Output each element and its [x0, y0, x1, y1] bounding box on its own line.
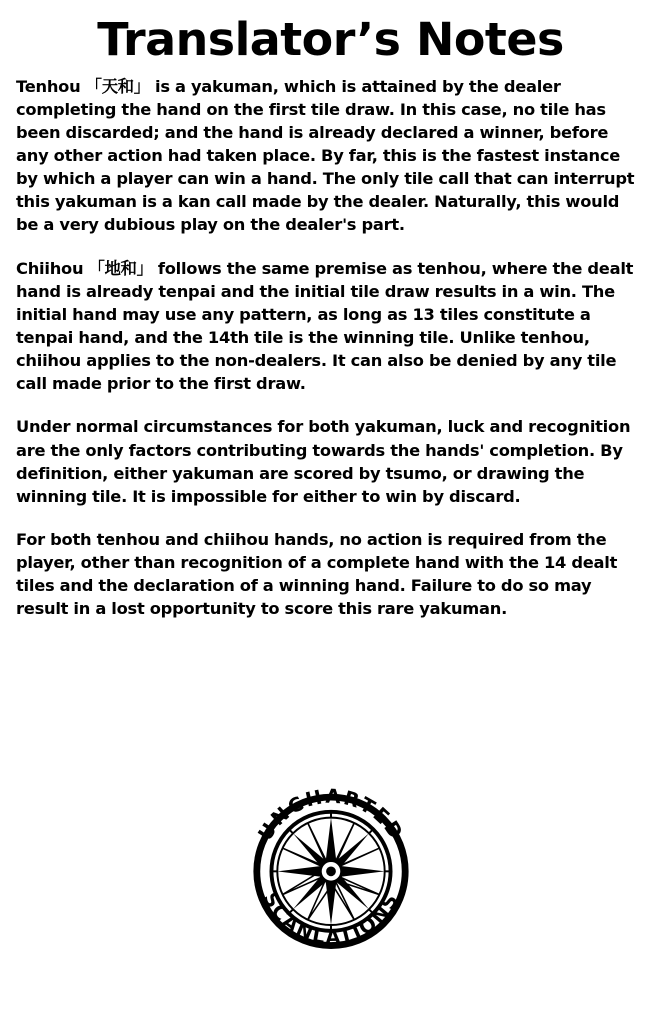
paragraph-chiihou: Chiihou 「地和」 follows the same premise as tenhou, where the dealt hand is already tenpai and the initial tile draw results in a win. The initial hand may use any pattern, as long as 13 tiles constitute a tenpai hand, and the 14th tile is the winning tile. Unlike tenhou, chiihou applies to the non-dealers. It can also be denied by any tile call made prior to the first draw. — [16, 258, 634, 394]
paragraph-yakuman-conditions: Under normal circumstances for both yakuman, luck and recognition are the only factors contributing towards the hands' completion. By definition, either yakuman are scored by tsumo, or drawing the winning tile. It is impossible for either to win by discard. — [16, 417, 631, 506]
notes-body — [14, 75, 647, 621]
page-title: Translator’s Notes — [97, 13, 564, 66]
logo-bottom-text: SCANLATIONS — [257, 888, 404, 949]
scanlation-logo — [0, 762, 661, 967]
paragraph-tenhou: Tenhou 「天和」 is a yakuman, which is attained by the dealer completing the hand on the first tile draw. In this case, no tile has been discarded; and the hand is already declared a winner, before any other action had taken place. By far, this is the fastest instance by which a player can win a hand. The only tile call that can interrupt this yakuman is a kan call made by the dealer. Naturally, this would be a very dubious play on the dealer's part. — [16, 76, 635, 235]
paragraph-player-action: For both tenhou and chiihou hands, no action is required from the player, other than recognition of a complete hand with the 14 dealt tiles and the declaration of a winning hand. Failure to do so may result in a lost opportunity to score this rare yakuman. — [16, 529, 618, 619]
logo-top-text: UNCHARTED — [253, 784, 408, 845]
compass-rose-icon — [233, 762, 429, 967]
